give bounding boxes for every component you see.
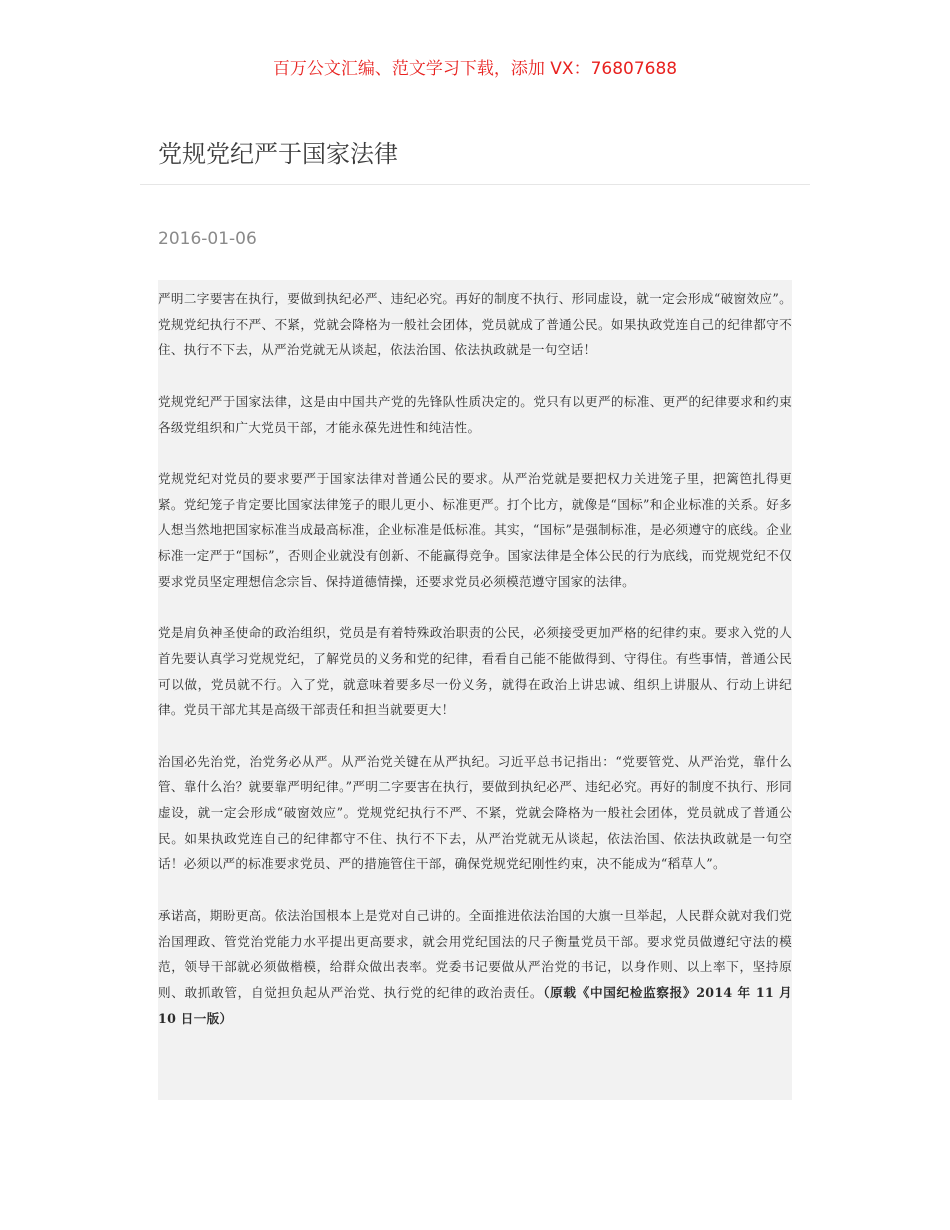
promo-banner: 百万公文汇编、范文学习下载，添加 VX：76807688 (272, 59, 678, 79)
article-paragraph: 党是肩负神圣使命的政治组织，党员是有着特殊政治职责的公民，必须接受更加严格的纪律约束。要求入党的人首先要认真学习党规党纪，了解党员的义务和党的纪律，看看自己能不能做得到、守得住。有些事情，普通公民可以做，党员就不行。入了党，就意味着要多尽一份义务，就得在政治上讲忠诚、组织上讲服从、行动上讲纪律。党员干部尤其是高级干部责任和担当就要更大！ (158, 625, 792, 718)
publish-date: 2016-01-06 (158, 229, 257, 249)
article-body (158, 280, 792, 1100)
article-paragraph: 严明二字要害在执行，要做到执纪必严、违纪必究。再好的制度不执行、形同虚设，就一定会形成“破窗效应”。党规党纪执行不严、不紧，党就会降格为一般社会团体，党员就成了普通公民。如果执政党连自己的纪律都守不住、执行不下去，从严治党就无从谈起，依法治国、依法执政就是一句空话！ (158, 291, 792, 358)
title-divider (140, 184, 810, 185)
article-paragraph: 党规党纪对党员的要求要严于国家法律对普通公民的要求。从严治党就是要把权力关进笼子里，把篱笆扎得更紧。党纪笼子肯定要比国家法律笼子的眼儿更小、标准更严。打个比方，就像是“国标”和企业标准的关系。好多人想当然地把国家标准当成最高标准，企业标准是低标准。其实，“国标”是强制标准，是必须遵守的底线。企业标准一定严于“国标”，否则企业就没有创新、不能赢得竞争。国家法律是全体公民的行为底线，而党规党纪不仅要求党员坚定理想信念宗旨、保持道德情操，还要求党员必须模范遵守国家的法律。 (158, 470, 792, 589)
article-paragraph: 治国必先治党，治党务必从严。从严治党关键在从严执纪。习近平总书记指出：“党要管党、从严治党，靠什么管、靠什么治？就要靠严明纪律。”严明二字要害在执行，要做到执纪必严、违纪必究。再好的制度不执行、形同虚设，就一定会形成“破窗效应”。党规党纪执行不严、不紧，党就会降格为一般社会团体，党员就成了普通公民。如果执政党连自己的纪律都守不住、执行不下去，从严治党就无从谈起，依法治国、依法执政就是一句空话！必须以严的标准要求党员、严的措施管住干部，确保党规党纪刚性约束，决不能成为“稻草人”。 (158, 753, 792, 872)
page-title: 党规党纪严于国家法律 (158, 140, 398, 168)
article-paragraph: 党规党纪严于国家法律，这是由中国共产党的先锋队性质决定的。党只有以更严的标准、更严的纪律要求和约束各级党组织和广大党员干部，才能永葆先进性和纯洁性。 (158, 393, 792, 435)
article-paragraph-last (158, 903, 792, 1032)
source-citation: （原载《中国纪检监察报》2014 年 11 月 10 日一版） (158, 984, 792, 1026)
last-paragraph-text: 承诺高，期盼更高。依法治国根本上是党对自己讲的。全面推进依法治国的大旗一旦举起，人民群众就对我们党治国理政、管党治党能力水平提出更高要求，就会用党纪国法的尺子衡量党员干部。要求党员做遵纪守法的模范，领导干部就必须做楷模，给群众做出表率。党委书记要做从严治党的书记，以身作则、以上率下，坚持原则、敢抓敢管，自觉担负起从严治党、执行党的纪律的政治责任。 (158, 907, 792, 1000)
